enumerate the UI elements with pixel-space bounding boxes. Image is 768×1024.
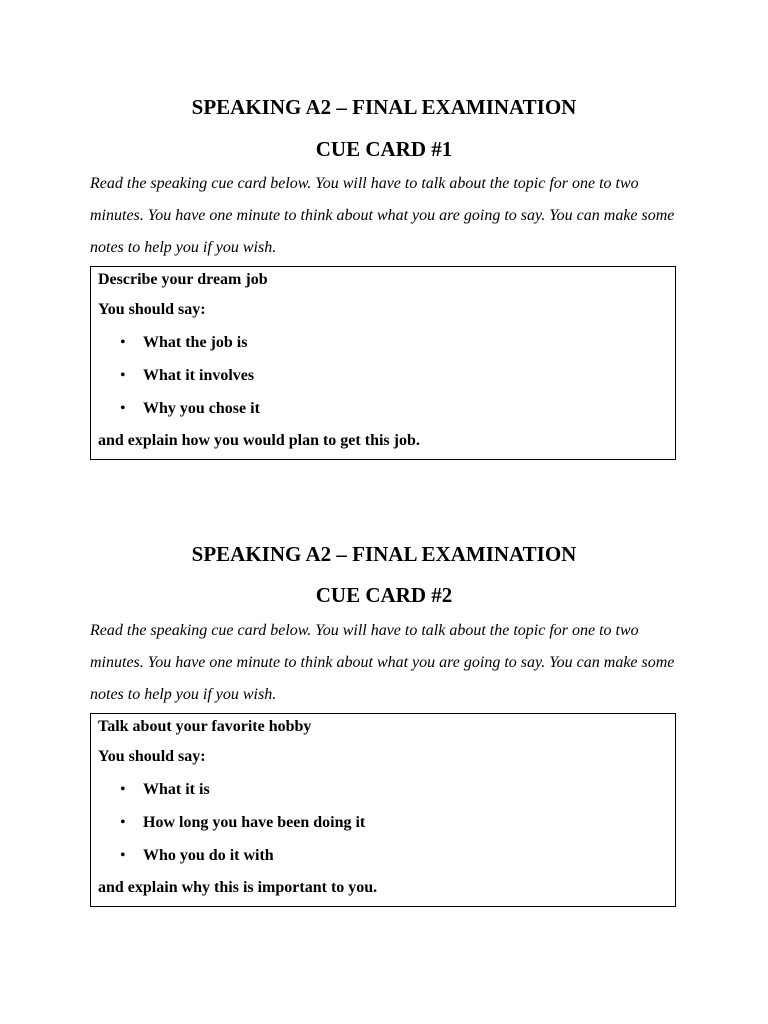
card-bullet-list — [98, 773, 668, 872]
card-prompt: You should say: — [98, 301, 206, 318]
bullet-icon: • — [120, 781, 126, 798]
card-bullet-text: What it is — [143, 781, 210, 798]
cue-card-title: CUE CARD #2 — [315, 583, 453, 607]
instructions-text: Read the speaking cue card below. You will have to talk about the topic for one to two minutes. You have one minute to think about what you are going to say. You can make some notes to help you if you wish. — [90, 622, 675, 703]
cue-card-box — [90, 713, 676, 907]
card-bullet-text: Who you do it with — [143, 847, 274, 864]
card-bullet-item — [98, 839, 668, 872]
bullet-icon: • — [120, 400, 126, 417]
card-bullet-text: Why you chose it — [143, 400, 260, 417]
card-topic: Describe your dream job — [98, 271, 268, 288]
card-bullet-item — [98, 806, 668, 839]
exam-title: SPEAKING A2 – FINAL EXAMINATION — [191, 95, 577, 119]
card-bullet-item — [98, 392, 668, 425]
bullet-icon: • — [120, 367, 126, 384]
card-bullet-item — [98, 359, 668, 392]
instructions-text: Read the speaking cue card below. You will have to talk about the topic for one to two minutes. You have one minute to think about what you are going to say. You can make some notes to help you if you wish. — [90, 175, 675, 256]
card-prompt: You should say: — [98, 748, 206, 765]
cue-card-title: CUE CARD #1 — [315, 137, 453, 161]
card-bullet-text: What the job is — [143, 334, 248, 351]
bullet-icon: • — [120, 847, 126, 864]
bullet-icon: • — [120, 814, 126, 831]
card-bullet-item — [98, 326, 668, 359]
card-bullet-text: What it involves — [143, 367, 255, 384]
card-bullet-list — [98, 326, 668, 425]
card-topic: Talk about your favorite hobby — [98, 718, 312, 735]
card-closing: and explain how you would plan to get this job. — [98, 432, 420, 449]
card-bullet-text: How long you have been doing it — [143, 814, 366, 831]
card-bullet-item — [98, 773, 668, 806]
cue-card-box — [90, 266, 676, 460]
bullet-icon: • — [120, 334, 126, 351]
card-closing: and explain why this is important to you. — [98, 879, 378, 896]
exam-title: SPEAKING A2 – FINAL EXAMINATION — [191, 542, 577, 566]
